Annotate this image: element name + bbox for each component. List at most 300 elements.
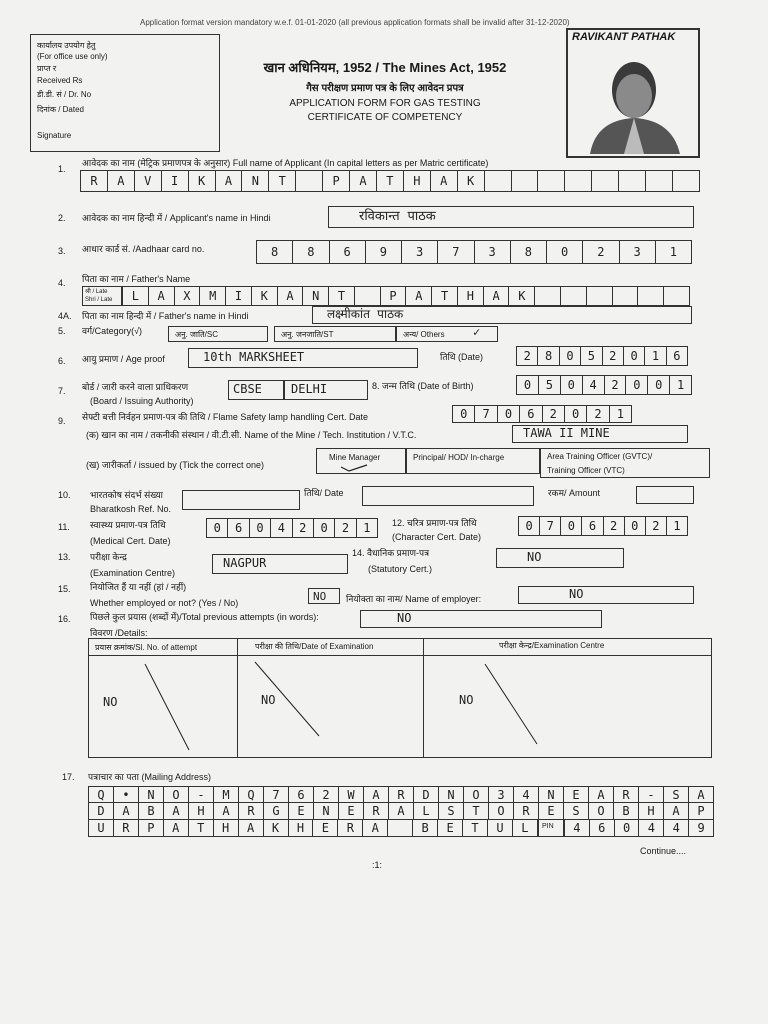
cell: A [164,803,189,819]
q16-attempts-field[interactable] [360,610,602,628]
cell: 6 [673,349,681,363]
cell [561,287,587,305]
q11-label: स्वास्थ्य प्रमाण-पत्र तिथि [90,520,166,530]
q12-character-date-cells[interactable] [518,516,688,536]
cell: I [162,171,189,191]
q5-sc-option[interactable] [168,326,268,342]
cell: 8 [511,241,547,263]
q9-opt3b-label: Training Officer (VTC) [547,466,625,475]
cell: A [278,287,304,305]
cell: 2 [603,347,624,365]
cell [613,287,639,305]
cell: U [488,820,513,836]
q15-employer-value: NO [569,587,584,601]
q10-number: 10. [58,490,71,500]
office-line3: प्राप्त र [37,64,57,73]
cell: A [664,803,689,819]
cell: Q [239,787,264,802]
cell: 4 [583,376,605,394]
table-col3-header: परीक्षा केन्द्र/Examination Centre [499,641,605,650]
cell: 5 [581,347,602,365]
q9-opt-principal[interactable] [406,448,540,474]
cell: T [329,287,355,305]
table-cell-date: NO [261,693,276,707]
q14-label-en: (Statutory Cert.) [368,564,433,574]
cell: 2 [543,406,565,422]
q5-st-option[interactable] [274,326,396,342]
cell: M [200,287,226,305]
cell [664,287,689,305]
q7-label-en: (Board / Issuing Authority) [90,396,194,406]
cell: K [458,171,485,191]
cell: L [414,803,439,819]
cell: N [539,787,564,802]
q7-value2: DELHI [291,382,328,396]
cell: A [406,287,432,305]
cell: A [149,287,175,305]
q5-check-mark: ✓ [473,325,481,339]
cell: 0 [560,347,581,365]
q16-attempts-table [88,638,712,758]
cell: M [214,787,239,802]
cell: 1 [645,347,666,365]
cell: 9 [697,821,705,835]
q9-label: सेफ्टी बत्ती निर्वहन प्रमाण-पत्र की तिथि / Flame Safety lamp handling Cert. Date [82,412,368,422]
cell: T [463,820,488,836]
header-subtitle: CERTIFICATE OF COMPETENCY [307,112,463,123]
cell: A [350,171,377,191]
q9-mine-value: TAWA II MINE [523,426,610,440]
cell: 1 [676,378,685,392]
cell [538,171,565,191]
q6-number: 6. [58,356,66,366]
q7-value1: CBSE [233,382,262,396]
cell: H [214,820,239,836]
cell: 1 [363,521,371,535]
cell: A [484,287,510,305]
cell: 0 [625,517,646,535]
cell: P [381,287,407,305]
q4a-number: 4A. [58,311,72,321]
q7-board-field-2[interactable] [284,380,368,400]
q13-number: 13. [58,552,71,562]
cell: A [216,171,243,191]
cell: T [432,287,458,305]
cell: K [189,171,216,191]
table-cell-attempt: NO [103,695,118,709]
q1-number: 1. [58,164,66,174]
q4a-value: लक्ष्मीकांत पाठक [327,307,404,321]
q10-label: भारतकोष संदर्भ संख्या [90,490,164,500]
cell: R [239,803,264,819]
q9-number: 9. [58,416,66,426]
q4a-label: पिता का नाम हिन्दी में / Father's name in Hindi [82,311,249,321]
q2-label: आवेदक का नाम हिन्दी में / Applicant's name in Hindi [82,213,271,223]
cell: D [89,803,114,819]
cell: T [377,171,404,191]
q13-exam-centre-field[interactable] [212,554,348,574]
cell: E [339,803,364,819]
q13-label: परीक्षा केन्द्र [90,552,127,562]
cell: 6 [228,519,249,537]
office-line2: (For office use only) [37,52,108,61]
cell: H [639,803,664,819]
header-act: खान अधिनियम, 1952 / The Mines Act, 1952 [263,60,507,75]
cell: R [614,787,639,802]
cell: L [123,287,149,305]
cell: O [164,787,189,802]
cell: A [431,171,458,191]
cell: 4 [639,820,664,836]
q10-date-field[interactable] [362,486,534,506]
q17-pin-label-box [538,820,564,837]
cell: 0 [519,517,540,535]
q6-label: आयु प्रमाण / Age proof [82,354,165,364]
cell: N [303,287,329,305]
q17-pin-cells[interactable] [564,820,714,837]
office-line5: डी.डी. सं / Dr. No [37,90,92,99]
cell: B [614,803,639,819]
q3-aadhaar-cells[interactable] [256,240,692,264]
q6-value: 10th MARKSHEET [203,350,305,364]
cell: 0 [498,406,520,422]
q10-amount-label: रकम/ Amount [548,488,600,498]
q11-medical-date-cells[interactable] [206,518,378,538]
cell: 0 [207,519,228,537]
cell: Q [89,787,114,802]
cell: A [364,787,389,802]
cell: 2 [646,517,667,535]
q17-address-row-3[interactable] [88,820,538,837]
q17-pin-label: PIN [542,823,554,830]
cell: 3 [402,241,438,263]
q17-number: 17. [62,772,75,782]
cell: K [252,287,278,305]
q5-st-label: अनु. जनजाति/ST [281,330,334,339]
cell: 2 [587,406,609,422]
cell: N [139,787,164,802]
cell: H [189,803,214,819]
office-line6: दिनांक / Dated [37,105,84,114]
q14-value: NO [527,550,542,564]
q14-statutory-field[interactable] [496,548,624,568]
cell: D [414,787,439,802]
cell: 7 [540,517,561,535]
q9-mine-name-field[interactable] [512,425,688,443]
cell: H [458,287,484,305]
q15-label-en: Whether employed or not? (Yes / No) [90,598,239,608]
q9-opt2-label: Principal/ HOD/ In-charge [413,453,505,462]
cell [587,287,613,305]
cell: 4 [664,820,689,836]
cell: V [135,171,162,191]
q9-opt-training-officer[interactable] [540,448,710,478]
cell: E [289,803,314,819]
q13-label-en: (Examination Centre) [90,568,176,578]
cell: A [114,803,139,819]
cell: 5 [539,376,561,394]
cell: 1 [673,519,681,533]
cell: A [108,171,135,191]
portrait-icon [582,48,686,154]
cell: I [226,287,252,305]
q8-dob-cells[interactable] [516,375,692,395]
q10-date-label: तिथि/ Date [304,488,344,498]
cell: 2 [335,519,356,537]
table-cell-centre: NO [459,693,474,707]
q15-employer-label: नियोक्ता का नाम/ Name of employer: [346,594,482,604]
office-line4: Received Rs [37,76,83,85]
cell: 0 [250,519,271,537]
cell: T [189,820,214,836]
q5-others-label: अन्य/ Others [403,330,445,339]
cell: R [114,820,139,836]
cell: 6 [520,406,542,422]
q7-label: बोर्ड / जारी करने वाला प्राधिकरण [82,382,189,392]
q15-value: NO [313,590,327,603]
cell: 9 [366,241,402,263]
table-col2-header: परीक्षा की तिथि/Date of Examination [255,642,374,651]
q5-number: 5. [58,326,66,336]
q6-date-label: तिथि (Date) [440,352,484,362]
cell: L [521,821,529,835]
q17-label: पत्राचार का पता (Mailing Address) [88,772,211,782]
q15-employed-field[interactable] [308,588,340,604]
cell: R [389,787,414,802]
q9-ka-label: (क) खान का नाम / तकनीकी संस्थान / वी.टी.सी. Name of the Mine / Tech. Institution / V.T.C. [86,430,417,440]
cell: S [564,803,589,819]
cell: X [175,287,201,305]
cell: 0 [314,519,335,537]
cell: 0 [561,376,583,394]
q17-address-row-2[interactable] [88,803,714,820]
cell [638,287,664,305]
cell: H [289,820,314,836]
q3-number: 3. [58,246,66,256]
q6-age-proof-field[interactable] [188,348,418,368]
q10-bharatkosh-field[interactable] [182,490,300,510]
cell: A [239,820,264,836]
cell [646,171,673,191]
cell: R [338,820,363,836]
q2-hindi-name-field[interactable] [328,206,694,228]
applicant-photo [566,28,700,158]
q13-value: NAGPUR [223,556,267,570]
q3-label: आधार कार्ड सं. /Aadhaar card no. [82,244,205,254]
table-col1-header: प्रयास क्रमांक/Sl. No. of attempt [95,643,198,652]
cell: 2 [314,787,339,802]
q9-opt-mine-manager[interactable] [316,448,406,474]
header-hindi: गैस परीक्षण प्रमाण पत्र के लिए आवेदन प्रपत्र [306,83,464,94]
q7-board-field-1[interactable] [228,380,284,400]
cell: 0 [626,376,648,394]
cell: R [514,803,539,819]
q4-number: 4. [58,278,66,288]
cell: U [89,820,114,836]
q4-prefix: श्री / Late Shri / Late [85,289,113,303]
q10-label-en: Bharatkosh Ref. No. [90,504,172,514]
cell [592,171,619,191]
cell: 3 [475,241,511,263]
q7-number: 7. [58,386,66,396]
q6-date-cells[interactable] [516,346,688,366]
q5-sc-label: अनु. जाति/SC [175,330,218,339]
cell: A [214,803,239,819]
q2-value: रविकान्त पाठक [359,209,436,224]
top-note: Application format version mandatory w.e.f. 01-01-2020 (all previous application formats shall be invalid after 31-12-2020) [140,18,570,27]
cell: 3 [489,787,514,802]
cell: 0 [517,376,539,394]
cell: 1 [616,407,624,421]
q11-label-en: (Medical Cert. Date) [90,536,171,546]
cell: 4 [565,820,590,836]
cell: 2 [583,241,619,263]
cell: W [339,787,364,802]
q15-label: नियोजित हैं या नहीं (हां / नहीं) [90,582,187,592]
cell: 0 [565,406,587,422]
cell: K [264,820,289,836]
cell: B [139,803,164,819]
q15-number: 15. [58,584,71,594]
office-use-box [30,34,220,152]
cell: N [314,803,339,819]
cell: P [323,171,350,191]
cell: E [539,803,564,819]
cell: O [464,787,489,802]
q10-amount-field[interactable] [636,486,694,504]
cell: 2 [517,347,538,365]
page-number: :1: [372,860,383,870]
cell: S [439,803,464,819]
cell: N [439,787,464,802]
cell [512,171,539,191]
cell: - [189,787,214,802]
cell: A [589,787,614,802]
q8-dob-label: 8. जन्म तिथि (Date of Birth) [372,381,474,391]
cell: R [81,171,108,191]
q15-employer-field[interactable] [518,586,694,604]
cell: H [404,171,431,191]
cell: - [639,787,664,802]
cell: 6 [289,787,314,802]
q12-label-en: (Character Cert. Date) [392,532,482,542]
cell: 8 [257,241,293,263]
cell: O [489,803,514,819]
cell: T [269,171,296,191]
cell: T [464,803,489,819]
header-title: APPLICATION FORM FOR GAS TESTING [289,98,481,109]
cell [388,820,413,836]
cell: • [114,787,139,802]
cell [619,171,646,191]
cell: 0 [624,347,645,365]
q9-lamp-date-cells[interactable] [452,405,632,423]
cell [673,171,699,191]
q1-label: आवेदक का नाम (मेट्रिक प्रमाणपत्र के अनुसार) Full name of Applicant (In capital letters as per Matric certificate) [82,158,489,168]
cell: A [363,820,388,836]
cell: 8 [293,241,329,263]
cell: 1 [669,245,677,259]
cell: 4 [271,519,292,537]
cell: 2 [293,519,314,537]
q16-value: NO [397,611,412,625]
q17-address-row-1[interactable] [88,786,714,803]
cell: 6 [582,517,603,535]
cell: E [313,820,338,836]
q4-prefix-box [82,286,122,306]
cell [296,171,323,191]
cell [565,171,592,191]
cell: E [564,787,589,802]
cell: 0 [453,406,475,422]
q12-label: 12. चरित्र प्रमाण-पत्र तिथि [392,518,477,528]
cell: 0 [561,517,582,535]
cell: 8 [538,347,559,365]
cell [355,287,381,305]
cell: S [664,787,689,802]
cell: 2 [605,376,627,394]
cell: P [697,804,705,818]
cell [535,287,561,305]
cell: G [264,803,289,819]
cell: K [509,287,535,305]
q4a-hindi-father-field[interactable] [312,306,692,324]
q1-name-cells[interactable] [80,170,700,192]
cell: 4 [514,787,539,802]
cell: 0 [648,376,670,394]
office-line7: Signature [37,131,72,140]
q14-label: 14. वैधानिक प्रमाण-पत्र [352,548,430,558]
photo-caption: RAVIKANT PATHAK [572,31,676,43]
q9-kha-label: (ख) जारीकर्ता / issued by (Tick the correct one) [86,460,264,470]
continue-note: Continue.... [640,846,687,856]
cell: 7 [475,406,497,422]
cell: 7 [438,241,474,263]
q11-number: 11. [58,522,70,532]
cell: 6 [330,241,366,263]
cell: R [364,803,389,819]
cell: 7 [264,787,289,802]
cell: B [413,820,438,836]
office-line1: कार्यालय उपयोग हेतु [37,41,96,50]
cell: N [242,171,269,191]
cell: O [589,803,614,819]
cell: 6 [590,820,615,836]
cell: E [438,820,463,836]
cell: A [164,820,189,836]
cell: 0 [547,241,583,263]
cell: 2 [604,517,625,535]
q16-number: 16. [58,614,71,624]
q2-number: 2. [58,213,66,223]
q5-others-option[interactable] [396,326,498,342]
cell: P [139,820,164,836]
q4-father-name-cells[interactable] [122,286,690,306]
cell [485,171,512,191]
strike-lines [89,656,713,758]
q16-details-label: विवरण /Details: [90,628,148,638]
cell: A [697,787,705,802]
tick-mark-icon [339,463,369,473]
q9-opt3a-label: Area Training Officer (GVTC)/ [547,452,653,461]
q4-label: पिता का नाम / Father's Name [82,274,191,284]
cell: 0 [615,820,640,836]
cell: 3 [620,241,656,263]
q16-label: पिछले कुल प्रयास (शब्दों में)/Total previous attempts (in words): [90,612,319,622]
cell: A [389,803,414,819]
q5-label: वर्ग/Category(√) [82,326,143,336]
q9-opt1-label: Mine Manager [329,453,381,462]
